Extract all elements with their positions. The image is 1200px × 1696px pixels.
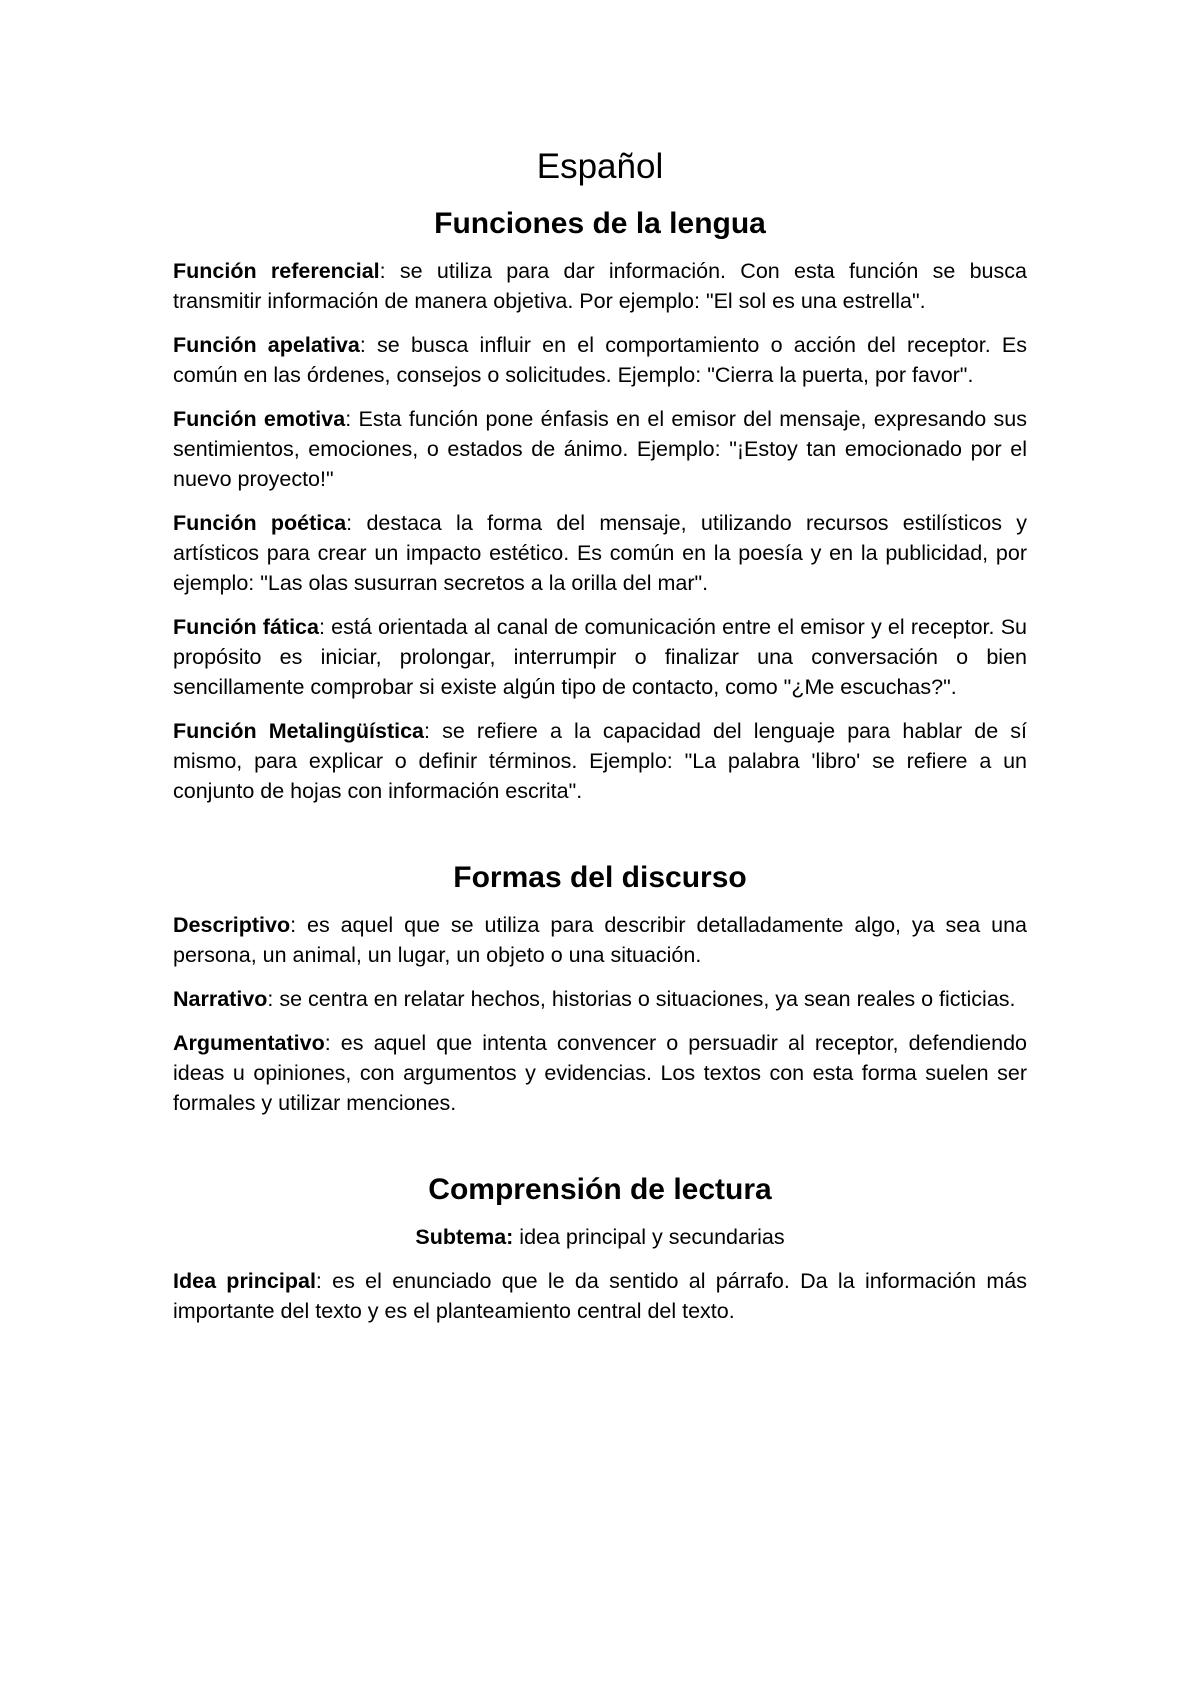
definition-text: : destaca la forma del mensaje, utilizando recursos estilísticos y artísticos para crear un impacto estético. Es común en la poesía y en la publicidad, por ejemplo: "Las olas susurran secretos a la orilla del mar". xyxy=(173,511,1027,595)
section-heading: Formas del discurso xyxy=(453,861,747,894)
definition-funcion-emotiva xyxy=(173,404,1027,494)
section-comprension-de-lectura xyxy=(173,1170,1027,1326)
definition-funcion-referencial xyxy=(173,256,1027,316)
definition-term: Función apelativa xyxy=(173,333,360,357)
definition-term: Función fática xyxy=(173,615,319,639)
section-heading: Funciones de la lengua xyxy=(434,207,766,240)
definition-text: : se utiliza para dar información. Con esta función se busca transmitir información de manera objetiva. Por ejemplo: "El sol es una estrella". xyxy=(173,259,1027,313)
section-formas-del-discurso xyxy=(173,858,1027,1118)
definition-idea-principal xyxy=(173,1266,1027,1326)
definition-term: Argumentativo xyxy=(173,1031,325,1055)
definition-funcion-fatica xyxy=(173,612,1027,702)
definition-text: : es aquel que se utiliza para describir detalladamente algo, ya sea una persona, un animal, un lugar, un objeto o una situación. xyxy=(173,913,1027,967)
definition-term: Idea principal xyxy=(173,1269,316,1293)
definition-text: : se centra en relatar hechos, historias o situaciones, ya sean reales o ficticias. xyxy=(267,987,1016,1011)
definition-term: Descriptivo xyxy=(173,913,291,937)
definition-descriptivo xyxy=(173,910,1027,970)
subtema-label: Subtema: xyxy=(415,1225,514,1249)
definition-text: : se refiere a la capacidad del lenguaje para hablar de sí mismo, para explicar o definir términos. Ejemplo: "La palabra 'libro' se refiere a un conjunto de hojas con información escrita". xyxy=(173,719,1027,803)
definition-text: : es aquel que intenta convencer o persuadir al receptor, defendiendo ideas u opiniones, con argumentos y evidencias. Los textos con esta forma suelen ser formales y utilizar menciones. xyxy=(173,1031,1027,1115)
document-title: Español xyxy=(536,147,664,186)
section-heading: Comprensión de lectura xyxy=(428,1173,772,1206)
definition-text: : es el enunciado que le da sentido al párrafo. Da la información más importante del texto y es el planteamiento central del texto. xyxy=(173,1269,1027,1323)
definition-term: Función Metalingüística xyxy=(173,719,425,743)
section-funciones-de-la-lengua xyxy=(173,204,1027,806)
definition-term: Función poética xyxy=(173,511,347,535)
definition-funcion-apelativa xyxy=(173,330,1027,390)
subtema-text: idea principal y secundarias xyxy=(513,1225,785,1249)
definition-text: : se busca influir en el comportamiento o acción del receptor. Es común en las órdenes, consejos o solicitudes. Ejemplo: "Cierra la puerta, por favor". xyxy=(173,333,1027,387)
definition-term: Función emotiva xyxy=(173,407,346,431)
subtema-line xyxy=(173,1222,1027,1252)
definition-term: Narrativo xyxy=(173,987,268,1011)
definition-funcion-metalinguistica xyxy=(173,716,1027,806)
definition-narrativo xyxy=(173,984,1027,1014)
definition-text: : Esta función pone énfasis en el emisor del mensaje, expresando sus sentimientos, emociones, o estados de ánimo. Ejemplo: "¡Estoy tan emocionado por el nuevo proyecto!" xyxy=(173,407,1028,491)
definition-text: : está orientada al canal de comunicación entre el emisor y el receptor. Su propósito es iniciar, prolongar, interrumpir o finalizar una conversación o bien sencillamente comprobar si existe algún tipo de contacto, como "¿Me escuchas?". xyxy=(173,615,1027,699)
definition-argumentativo xyxy=(173,1028,1027,1118)
definition-term: Función referencial xyxy=(173,259,380,283)
definition-funcion-poetica xyxy=(173,508,1027,598)
